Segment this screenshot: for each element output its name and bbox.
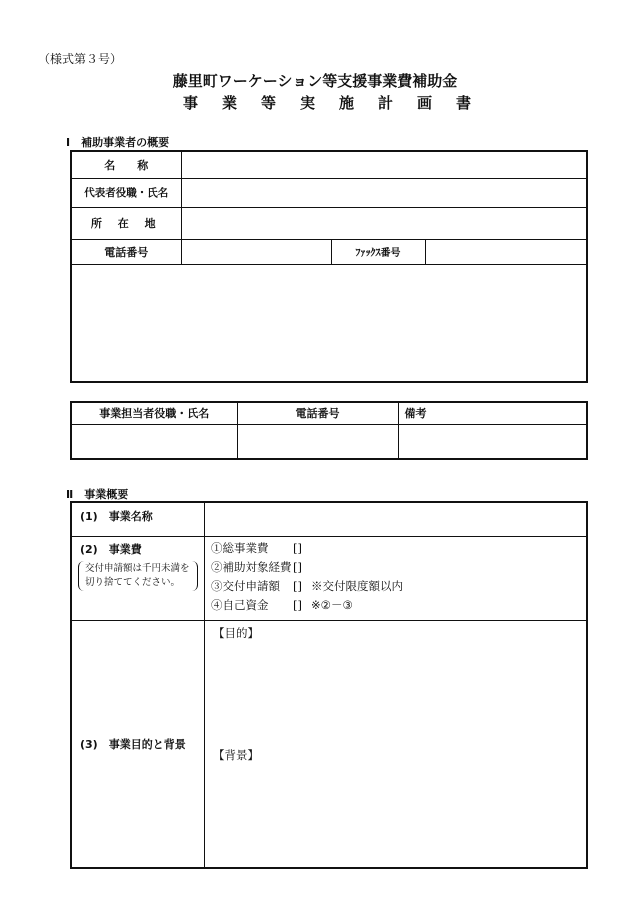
name-label: 名 称 xyxy=(71,151,181,178)
document-subtitle: 事業等実施計画書 xyxy=(182,94,495,112)
address-field[interactable] xyxy=(181,207,587,239)
rounding-note: 交付申請額は千円未満を切り捨ててください。 xyxy=(78,561,198,591)
section2-heading: Ⅱ 事業概要 xyxy=(66,488,129,501)
representative-field[interactable] xyxy=(181,178,587,207)
cost-items xyxy=(205,537,586,617)
address-label: 所 在 地 xyxy=(71,207,181,239)
fax-label: ﾌｧｯｸｽ番号 xyxy=(331,239,425,264)
purpose-background-label: (3) 事業目的と背景 xyxy=(71,620,205,868)
cost-item-note: ※交付限度額以内 xyxy=(311,578,403,593)
applicant-overview-table xyxy=(70,150,588,383)
purpose-mark: 【目的】 xyxy=(213,625,259,640)
contact-phone-field[interactable] xyxy=(237,424,398,459)
cost-item-label: ②補助対象経費 xyxy=(211,559,292,574)
document-title: 藤里町ワーケーション等支援事業費補助金 xyxy=(172,72,458,90)
project-cost-label: (2) 事業費 xyxy=(80,542,142,556)
purpose-background-field[interactable] xyxy=(205,620,588,868)
cost-item xyxy=(211,558,580,577)
cost-item-bracket: [] xyxy=(293,559,302,574)
phone-field[interactable] xyxy=(181,239,331,264)
project-name-field[interactable] xyxy=(205,502,588,536)
cost-item-label: ③交付申請額 xyxy=(211,578,280,593)
cost-item-note: ※②－③ xyxy=(311,597,353,612)
project-name-label: (1) 事業名称 xyxy=(71,502,205,536)
cost-item-label: ①総事業費 xyxy=(211,540,269,555)
cost-item xyxy=(211,577,580,596)
contact-person-label: 事業担当者役職・氏名 xyxy=(71,402,237,424)
section1-heading: Ⅰ 補助事業者の概要 xyxy=(66,136,170,149)
project-cost-field[interactable] xyxy=(205,536,588,620)
project-summary-table xyxy=(70,501,588,869)
phone-label: 電話番号 xyxy=(71,239,181,264)
remarks-label: 備考 xyxy=(398,402,587,424)
cost-item-bracket: [] xyxy=(293,578,302,593)
remarks-field[interactable] xyxy=(398,424,587,459)
form-number: （様式第３号） xyxy=(38,52,123,66)
cost-item xyxy=(211,596,580,615)
contact-person-table xyxy=(70,401,588,460)
representative-label: 代表者役職・氏名 xyxy=(71,178,181,207)
overview-free-area[interactable] xyxy=(71,264,587,382)
contact-phone-label: 電話番号 xyxy=(237,402,398,424)
cost-item-bracket: [] xyxy=(293,540,302,555)
background-mark: 【背景】 xyxy=(213,747,259,762)
cost-item-label: ④自己資金 xyxy=(211,597,269,612)
cost-item xyxy=(211,539,580,558)
contact-person-field[interactable] xyxy=(71,424,237,459)
fax-field[interactable] xyxy=(425,239,587,264)
name-field[interactable] xyxy=(181,151,587,178)
cost-item-bracket: [] xyxy=(293,597,302,612)
